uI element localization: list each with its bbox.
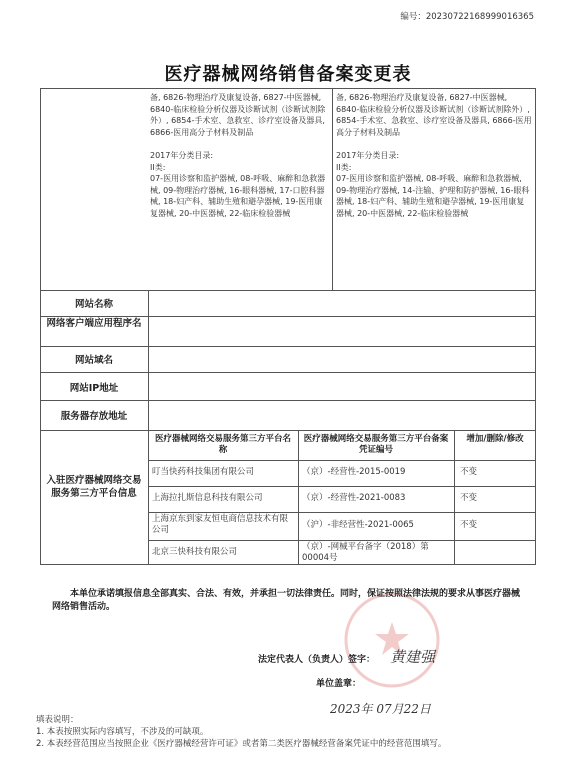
form-notes <box>36 714 546 750</box>
platform-change: 不变 <box>460 493 478 503</box>
domain-label: 网站域名 <box>74 355 113 366</box>
row-line <box>40 400 536 401</box>
ip-label: 网站IP地址 <box>69 383 119 394</box>
row-line <box>40 316 536 317</box>
row-line <box>40 346 536 347</box>
document-number: 编号：20230722168999016365 <box>400 12 534 22</box>
platform-record-no: （京）-经营性-2015-0019 <box>302 467 406 477</box>
platform-record-no: （京）-经营性-2021-0083 <box>302 493 406 503</box>
platform-name: 叮当快药科技集团有限公司 <box>152 467 255 477</box>
platform-record-no: （京）-网械平台备字（2018）第00004号 <box>302 542 429 563</box>
col-line <box>148 290 149 565</box>
row-line <box>40 290 536 291</box>
platform-section-label: 入驻医疗器械网络交易服务第三方平台信息 <box>46 475 142 499</box>
platform-change: 不变 <box>460 467 478 477</box>
row-line <box>148 540 536 541</box>
row-line <box>40 372 536 373</box>
platform-record-no: （沪）-非经营性-2021-0065 <box>302 520 414 530</box>
pledge-statement: 本单位承诺填报信息全部真实、合法、有效，并承担一切法律责任。同时，保证按照法律法规的要求从事医疗器械网络销售活动。 <box>52 589 521 612</box>
change-header: 增加/删除/修改 <box>466 434 524 444</box>
scope-divider <box>332 88 333 290</box>
page-title: 医疗器械网络销售备案变更表 <box>164 64 412 85</box>
scope-before: 备, 6826-物理治疗及康复设备, 6827-中医器械, 6840-临床检验分析仪器及诊断试剂（诊断试剂除外）, 6854-手术室、急救室、诊疗室设备及器具, 6866-医用高分子材料及制品 2017年分类目录: II类: 07-医用诊察和监护器械, 08-呼吸、麻醉和急救器械, 09-物理治疗器械, 16-眼科器械, 17-口腔科器械, 18-妇产科、辅助生殖和避孕器械, 19-医用康复器械, 20-中医器械, 22-临床检验器械 <box>150 93 326 218</box>
row-line <box>148 460 536 461</box>
client-app-label: 网络客户端应用程序名 <box>46 318 142 329</box>
note-item: 2. 本表经营范围应当按照企业《医疗器械经营许可证》或者第二类医疗器械经营备案凭证中的经营范围填写。 <box>36 739 447 749</box>
platform-name-header: 医疗器械网络交易服务第三方平台名称 <box>154 434 291 455</box>
platform-name: 上海拉扎斯信息科技有限公司 <box>152 493 263 503</box>
platform-name: 上海京东到家友恒电商信息技术有限公司 <box>152 514 289 535</box>
seal-label: 单位盖章： <box>316 679 362 689</box>
legal-rep-label: 法定代表人（负责人）签字： <box>258 655 376 665</box>
col-line <box>298 430 299 565</box>
platform-name: 北京三快科技有限公司 <box>152 547 238 557</box>
legal-rep-signature: 黄建强 <box>390 648 436 666</box>
platform-change: 不变 <box>460 520 478 530</box>
website-name-label: 网站名称 <box>74 299 113 310</box>
row-line <box>40 430 536 431</box>
notes-title: 填表说明： <box>36 715 79 725</box>
col-line <box>454 430 455 565</box>
row-line <box>148 512 536 513</box>
server-location-label: 服务器存放地址 <box>60 411 128 422</box>
record-number-header: 医疗器械网络交易服务第三方平台备案凭证编号 <box>303 434 449 455</box>
row-line <box>148 486 536 487</box>
note-item: 1. 本表按照实际内容填写，不涉及的可缺项。 <box>36 727 209 737</box>
signature-date: 2023年 07月22日 <box>330 702 431 716</box>
scope-after: 备, 6826-物理治疗及康复设备, 6827-中医器械, 6840-临床检验分析仪器及诊断试剂（诊断试剂除外）, 6854-手术室、急救室、诊疗室设备及器具, 6866-医用高分子材料及制品 2017年分类目录: II类: 07-医用诊察和监护器械, 08-呼吸、麻醉和急救器械, 09-物理治疗器械, 14-注输、护理和防护器械, 16-眼科器械, 18-妇产科、辅助生殖和避孕器械, 19-医用康复器械, 20-中医器械, 22-临床检验器械 <box>336 93 532 218</box>
